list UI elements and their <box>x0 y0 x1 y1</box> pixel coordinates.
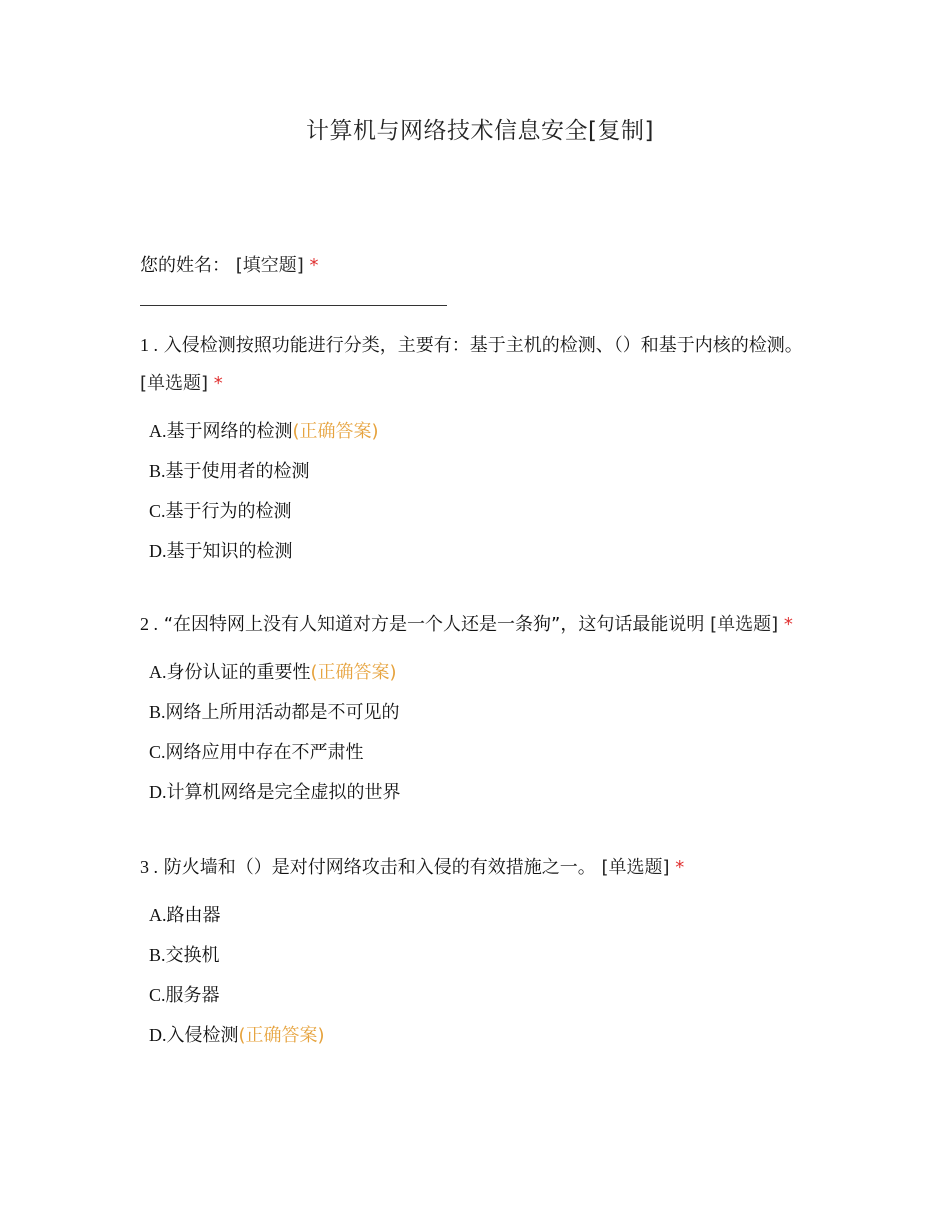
question-number: 1 . <box>140 335 158 355</box>
name-answer-line[interactable] <box>140 305 447 306</box>
option-letter: B. <box>149 945 166 965</box>
option-d[interactable] <box>140 531 820 571</box>
required-mark: * <box>675 857 685 878</box>
option-letter: A. <box>149 662 167 682</box>
option-d[interactable] <box>140 772 820 812</box>
question-number: 3 . <box>140 857 158 877</box>
question-stem <box>140 326 820 403</box>
option-text: 服务器 <box>165 985 220 1006</box>
question-type: [单选题] <box>710 614 779 635</box>
option-text: 路由器 <box>166 905 221 926</box>
option-letter: D. <box>149 1025 167 1045</box>
option-letter: A. <box>149 905 167 925</box>
question-type: [单选题] <box>140 373 209 394</box>
option-b[interactable] <box>140 451 820 491</box>
option-text: 身份认证的重要性 <box>166 662 311 683</box>
name-label: 您的姓名： <box>140 255 230 276</box>
option-b[interactable] <box>140 692 820 732</box>
option-text: 网络应用中存在不严肃性 <box>165 742 364 763</box>
question-3 <box>140 848 820 1055</box>
option-letter: D. <box>149 541 167 561</box>
question-1 <box>140 326 820 571</box>
question-text: “在因特网上没有人知道对方是一个人还是一条狗”，这句话最能说明 <box>163 614 705 635</box>
question-stem <box>140 605 820 644</box>
option-letter: C. <box>149 742 166 762</box>
option-letter: A. <box>149 421 167 441</box>
question-type: [填空题] <box>235 255 304 276</box>
required-mark: * <box>783 614 793 635</box>
option-list <box>140 411 820 571</box>
option-letter: B. <box>149 702 166 722</box>
question-stem <box>140 848 820 887</box>
option-text: 基于知识的检测 <box>166 541 293 562</box>
option-c[interactable] <box>140 732 820 772</box>
option-b[interactable] <box>140 935 820 975</box>
option-text: 入侵检测 <box>166 1025 239 1046</box>
question-2 <box>140 605 820 812</box>
option-a[interactable] <box>140 895 820 935</box>
page-title: 计算机与网络技术信息安全[复制] <box>306 118 654 144</box>
option-text: 网络上所用活动都是不可见的 <box>165 702 400 723</box>
option-letter: C. <box>149 501 166 521</box>
option-text: 计算机网络是完全虚拟的世界 <box>166 782 401 803</box>
option-a[interactable] <box>140 652 820 692</box>
question-number: 2 . <box>140 614 158 634</box>
question-text: 防火墙和（）是对付网络攻击和入侵的有效措施之一。 <box>163 857 596 878</box>
required-mark: * <box>213 373 223 394</box>
option-c[interactable] <box>140 491 820 531</box>
option-a[interactable] <box>140 411 820 451</box>
option-letter: B. <box>149 461 166 481</box>
option-text: 基于使用者的检测 <box>165 461 310 482</box>
option-list <box>140 895 820 1055</box>
option-text: 交换机 <box>165 945 220 966</box>
correct-answer-tag: (正确答案) <box>238 1025 325 1046</box>
question-text: 入侵检测按照功能进行分类，主要有：基于主机的检测、（）和基于内核的检测。 <box>163 335 803 356</box>
option-text: 基于行为的检测 <box>165 501 292 522</box>
required-mark: * <box>309 255 319 276</box>
correct-answer-tag: (正确答案) <box>292 421 379 442</box>
name-question <box>140 251 319 277</box>
question-type: [单选题] <box>601 857 670 878</box>
option-list <box>140 652 820 812</box>
option-letter: C. <box>149 985 166 1005</box>
option-text: 基于网络的检测 <box>166 421 293 442</box>
option-c[interactable] <box>140 975 820 1015</box>
option-d[interactable] <box>140 1015 820 1055</box>
option-letter: D. <box>149 782 167 802</box>
correct-answer-tag: (正确答案) <box>310 662 397 683</box>
